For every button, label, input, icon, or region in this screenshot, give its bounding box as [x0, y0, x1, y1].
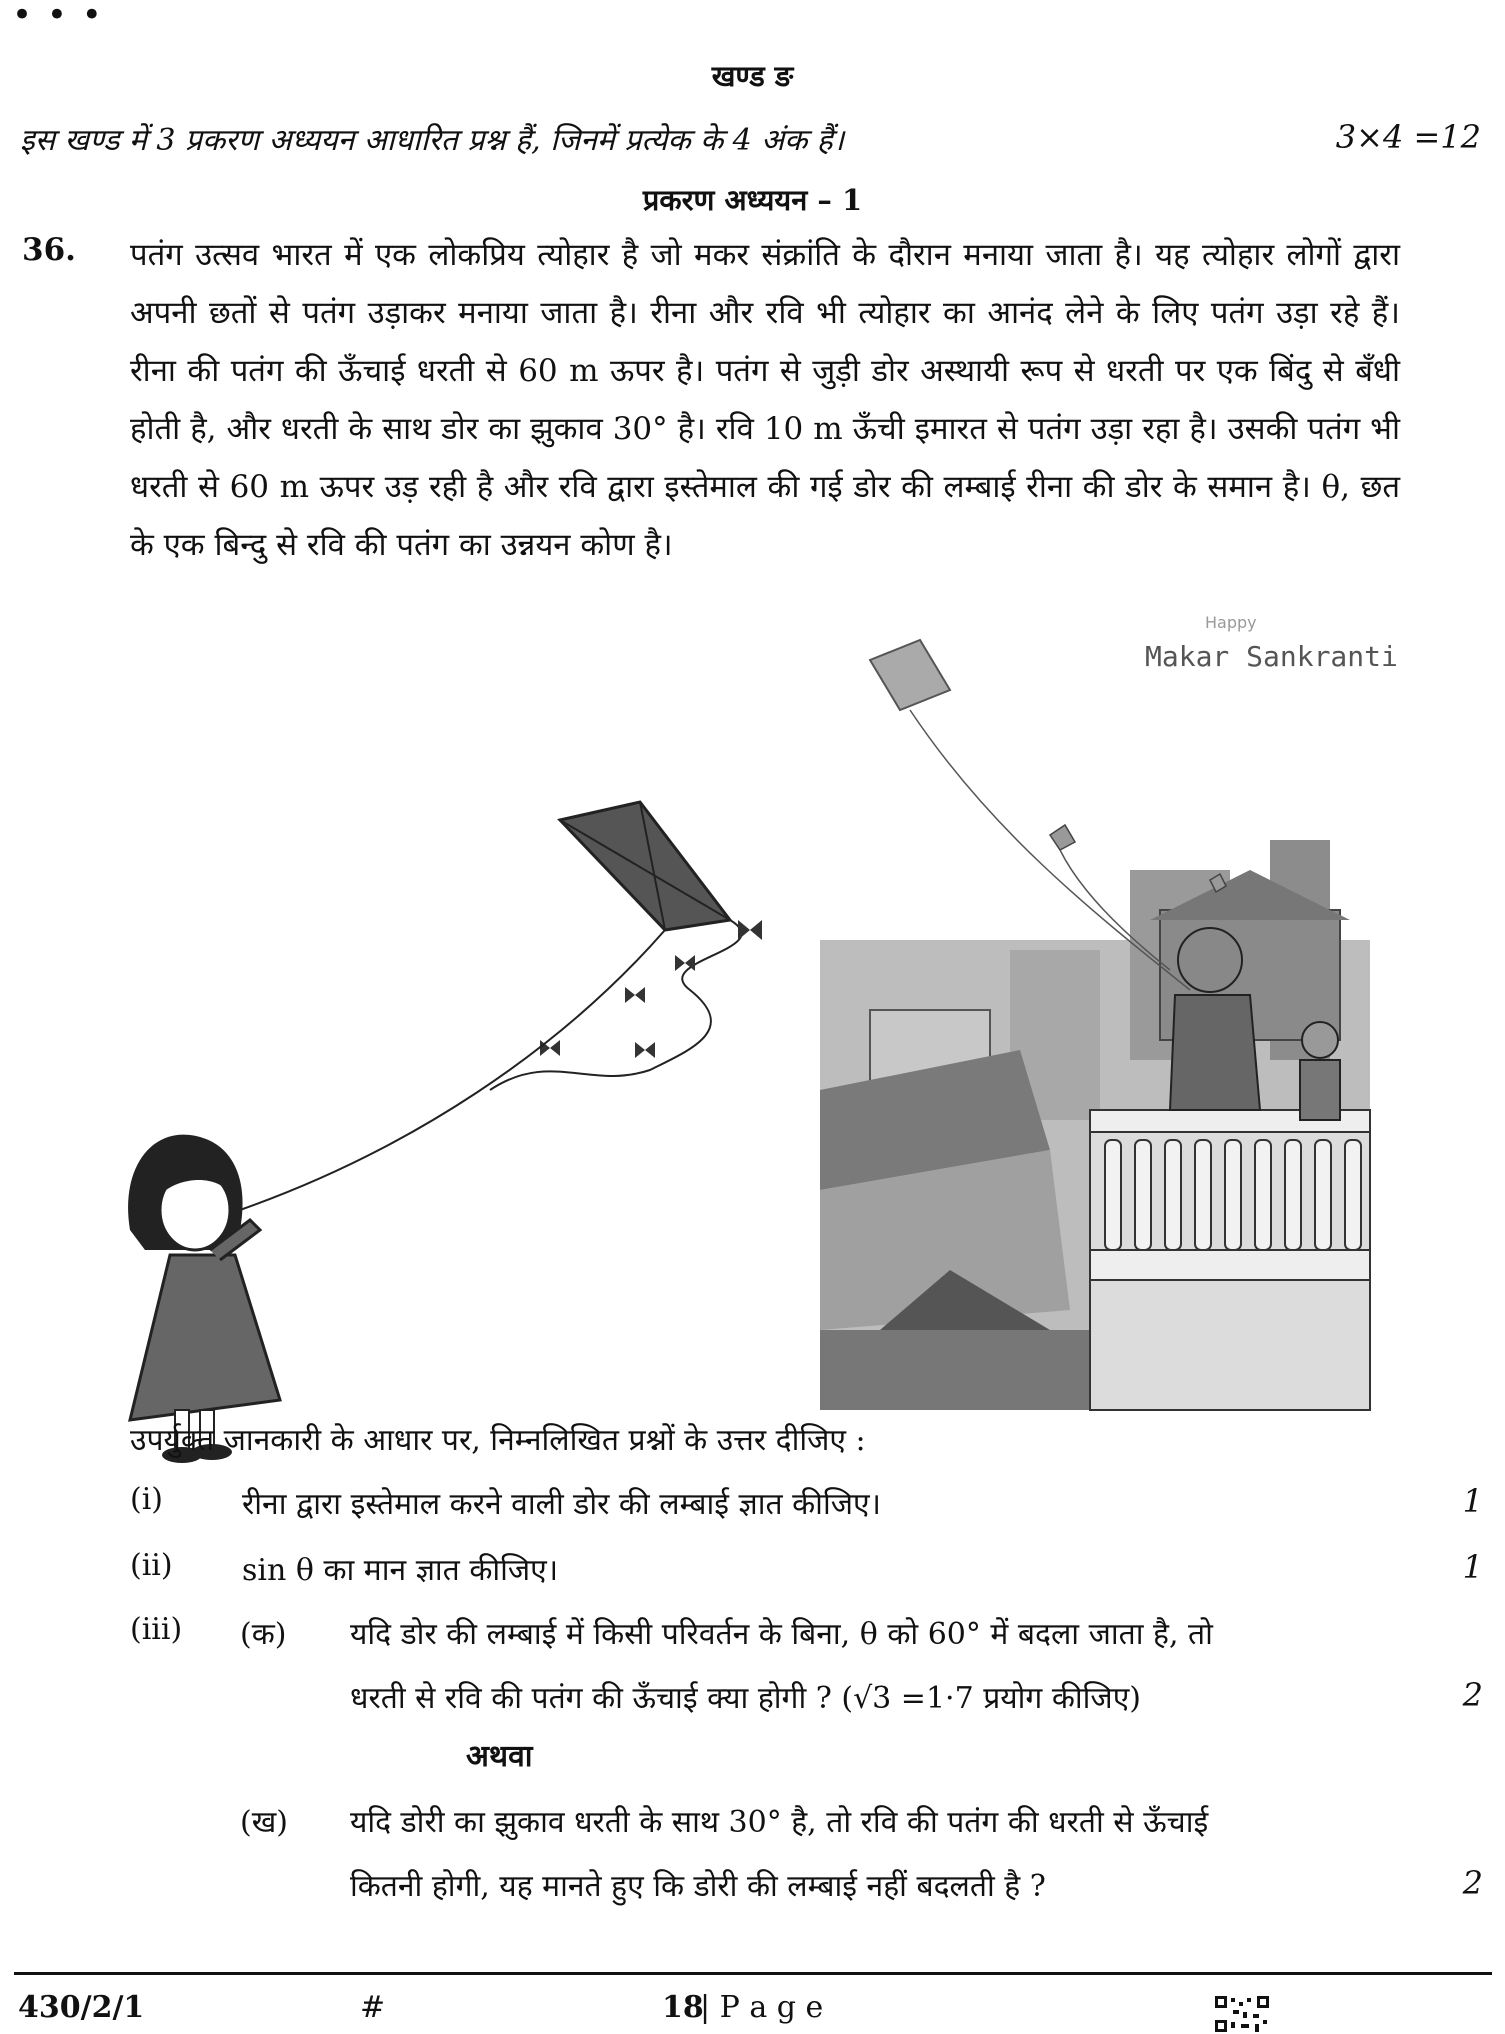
q-iii-a-line2: धरती से रवि की पतंग की ऊँचाई क्या होगी ? (√3 =1·7 प्रयोग कीजिए) — [350, 1681, 1141, 1716]
qr-code-icon — [1213, 1994, 1271, 2034]
question-number: 36. — [22, 232, 76, 268]
case-study-title: प्रकरण अध्ययन – 1 — [642, 183, 863, 217]
q-ii-label: (ii) — [130, 1548, 173, 1583]
footer-divider — [14, 1972, 1492, 1975]
footer-hash: # — [360, 1990, 386, 2025]
q-iii-b-line2: कितनी होगी, यह मानते हुए कि डोरी की लम्बाई नहीं बदलती है ? — [350, 1869, 1046, 1904]
greeting-happy: Happy — [1205, 613, 1257, 632]
greeting-text: Makar Sankranti — [1145, 640, 1398, 673]
q-iii-b-line1: यदि डोरी का झुकाव धरती के साथ 30° है, तो रवि की पतंग की धरती से ऊँचाई — [350, 1805, 1209, 1840]
paper-code: 430/2/1 — [18, 1990, 145, 2025]
q-iii-label: (iii) — [130, 1612, 183, 1647]
page-label: | P a g e — [700, 1990, 824, 2025]
q-iii-sub-b: (ख) — [240, 1805, 288, 1840]
rooftop-scene — [820, 613, 1398, 1410]
questions-lead: उपर्युक्त जानकारी के आधार पर, निम्नलिखित प्रश्नों के उत्तर दीजिए : — [130, 1423, 866, 1458]
girl-with-kite — [128, 802, 762, 1463]
section-marks: 3×4 =12 — [1335, 118, 1481, 156]
top-dots: • • • — [12, 0, 104, 35]
q-i-marks: 1 — [1462, 1482, 1483, 1520]
q-i-label: (i) — [130, 1482, 164, 1517]
q-ii-text: sin θ का मान ज्ञात कीजिए। — [242, 1553, 559, 1588]
page-number: 18 — [662, 1990, 704, 2025]
q-i-text: रीना द्वारा इस्तेमाल करने वाली डोर की लम्बाई ज्ञात कीजिए। — [242, 1487, 881, 1522]
q-iii-b-marks: 2 — [1462, 1864, 1483, 1902]
or-label: अथवा — [466, 1739, 533, 1774]
q-ii-marks: 1 — [1462, 1548, 1483, 1586]
kite-festival-illustration — [90, 613, 1398, 1410]
q-iii-a-marks: 2 — [1462, 1676, 1483, 1714]
case-study-paragraph: पतंग उत्सव भारत में एक लोकप्रिय त्योहार है जो मकर संक्रांति के दौरान मनाया जाता है। यह त्योहार लोगों द्वारा अपनी छतों से पतंग उड़ाकर मनाया जाता है। रीना और रवि भी त्योहार का आनंद लेने के लिए पतंग उड़ा रहे हैं। रीना की पतंग की ऊँचाई धरती से 60 m ऊपर है। पतंग से जुड़ी डोर अस्थायी रूप से धरती पर एक बिंदु से बँधी होती है, और धरती के साथ डोर का झुकाव 30° है। रवि 10 m ऊँची इमारत से पतंग उड़ा रहा है। उसकी पतंग भी धरती से 60 m ऊपर उड़ रही है और रवि द्वारा इस्तेमाल की गई डोर की लम्बाई रीना की डोर के समान है। θ, छत के एक बिन्दु से रवि की पतंग का उन्नयन कोण है। — [130, 237, 1400, 563]
section-instruction: इस खण्ड में 3 प्रकरण अध्ययन आधारित प्रश्न हैं, जिनमें प्रत्येक के 4 अंक हैं। — [20, 123, 845, 158]
q-iii-sub-a: (क) — [240, 1617, 287, 1652]
q-iii-a-line1: यदि डोर की लम्बाई में किसी परिवर्तन के बिना, θ को 60° में बदला जाता है, तो — [350, 1617, 1213, 1652]
section-title: खण्ड ङ — [711, 59, 794, 93]
